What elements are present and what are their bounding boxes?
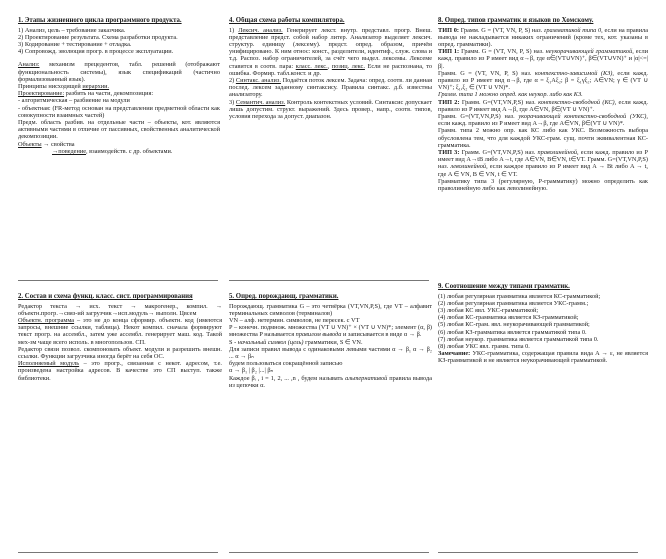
s8-t0-i: грамматикой типа 0 [543,26,602,34]
section-1-title: 1. Этапы жизненного цикла программного продукта. [18,17,182,24]
s4-p2-text: Подаётся поток лексем. Задача: опред. соотв. ли данная послед. лексем заданному синтаксису. Правила синтакс. д.б. известны анализатору. [229,77,432,99]
s8-t3 [438,149,648,178]
s9-item-8: (8) любая УКС явл. грамм. типа 0. [438,343,530,351]
s9-item-4: (4) любая КС-грамматика является КЗ-грамматикой; [438,314,579,322]
s9-item-7: (7) любая неукор. грамматика является грамматикой типа 0. [438,335,599,343]
s1-principles [18,83,220,90]
s1-design-text: разбить на части, декомпозиция: [64,90,154,98]
s1-behavior-text: , взаимодейств. с др. объектами. [86,147,173,155]
s8-t3-ci: леволинейной [450,163,487,171]
s8-t1-c: Грамм. G = (VT, VN, P, S) наз. [438,69,535,77]
s5-p3 [229,324,432,338]
rule-bottom-col3 [438,552,638,553]
rule-bottom-col1 [18,552,218,553]
s1-principles-term: иерархии. [82,83,110,91]
s8-t1-i: неукорачивающей грамматикой [545,48,633,56]
s8-t3-a: Грамм. G=(VT,VN,P,S) наз. [459,149,538,157]
s8-t3-c: , если каждое правило из P имеет вид A → Bt либо A → t, где A ∈ VN, B ∈ VN, t ∈ VT. [438,163,648,178]
section-5 [229,293,432,545]
s1-line-1: 1) Анализ, цель – требование заказчика. [18,26,126,34]
s1-analysis [18,61,220,83]
rule-top-col1 [18,280,218,281]
s5-p3-a: P – конечн. подмнож. множества (VT ∪ VN)⁺ × (VT ∪ VN)*; элемент (α, β) множества P называется [229,324,432,339]
s8-t1-b: , если кажд. правило из P имеет вид α→β, где α∈(VT∪VN)⁺, β∈(VT∪VN)⁺ и |α|<=|β|. [438,48,648,70]
s9-remark [438,350,648,364]
s9-item-5: (5) любая КС-грам. явл. неукорачивающей грамматикой; [438,321,590,329]
rule-bottom-col2 [229,552,429,553]
s8-t3-d: Грамматику типа 3 (регулярную, P-грамматику) можно определить как праволинейную либо как леволинейную. [438,177,648,193]
section-9 [438,283,648,545]
section-5-title: 5. Опред. порождающ. грамматики. [229,293,339,300]
s5-p8-a: Каждое βᵢ , i = 1, 2, ... ,n , будем называть [229,374,346,382]
s9-remark-label: Замечание: [438,350,471,358]
s8-t2-i: контекстно-свободной (КС) [538,98,615,106]
s8-t3-i: праволинейной [537,149,577,157]
s5-p4 [229,339,432,346]
s4-p3-term: Семантич. анализ. [235,98,286,106]
s8-t2-uks [438,113,648,127]
s8-t1-ci: контекстно-зависимой (КЗ) [534,69,613,77]
s8-t2-e: Грамм. типа 2 можно опр. как КС либо как УКС. Возможность выбора обусловлена тем, что для каждой УКС-грам. сущ. почти эквивалентная КС-грамматика. [438,127,648,149]
s4-p1-term: Лексич. анализ. [238,26,283,34]
section-4-title: 4. Общая схема работы компилятора. [229,17,345,24]
s1-objects-text: Предм. область разбив. на отдельные части – объекты, кот. являются активными частями в отличие от пассивных, свойственных аналитической декомпозиции. [18,119,220,141]
s1-objects-arrow: → свойства [41,140,75,148]
s4-p1-cls: класс. лекс. [295,62,328,70]
section-1 [18,17,220,269]
s9-item-6: (6) любая КЗ-грамматика является грамматикой типа 0. [438,328,587,336]
s2-p2-term: Объектн. программа [18,317,75,324]
s8-t1 [438,48,648,70]
s5-p5: Для записи правил вывода с одинаковыми левыми частями α → β₁ α → β₂ ... α → βₙ [229,345,432,361]
s8-t0-label: ТИП 0: [438,26,459,34]
s5-p4-i: начальный символ (цель) [237,338,304,346]
s8-t2-b: , если кажд. правило из P имеет вид A→β, где A∈VN, β∈(VT ∪ VN)⁺. [438,98,648,113]
s8-t2-ci: укорачивающей контекстно-свободной (УКС) [518,113,647,121]
s5-p8 [229,375,432,389]
s8-t2-a: Грамм. G=(VT,VN,P,S) наз. [459,98,539,106]
s8-t2 [438,99,648,113]
section-9-title: 9. Соотношение между типами грамматик. [438,283,570,290]
s9-item-2: (2) любая регулярная грамматика является УКС-грамм.; [438,299,589,307]
s1-object: - объектная: (FR-метод основан на представлении предметной области как совокупности взаимных частей) [18,104,220,119]
s8-t2-d: , если кажд. правило из P имеет вид A→β, где A∈VN, β∈(VT ∪ VN)*. [438,113,648,128]
s1-line-2: 2) Проектирование результата. Схема разработки продукта. [18,33,178,41]
s8-t3-b: , если кажд. правило из P имеет вид A→tB либо A→t, где A∈VN, B∈VN, t∈VT. Грамм. G=(VT,VN,P,S) наз. [438,149,648,171]
s4-p2: 2) Синтакс. анализ. Подаётся поток лексем. Задача: опред. соотв. ли данная послед. лексем заданному синтаксису. Правила синтакс. д.б. известны анализатору. [229,77,432,99]
s2-p3: Редактор связи позвол. скомпоновать объект. модули и разрешить внешн. ссылки. Функции загрузчика иногда берёт на себя ОС. [18,345,222,361]
section-4 [229,17,432,269]
s4-p1-text: Генерирует лекст. внутр. представл. прогр. Внеш. представление предст. собой набор литер. Анализатор выделяет лексич. структур. единицу (лексему). предст. опред. образом, причём унифицировано. К ним относ: конст., разделители, идентиф., служ. слова и т.д. Распоз. набор ограничителей, за счёт чего выдел. лексемы. Лексеме ставится в соотв. пара: [229,26,432,70]
s4-p3: 3) Семантич. анализ. Контроль контекстных условий. Синтаксис допускает лишь допустим. структ. выражений. Здесь провер., напр., соотв. типов, условия перехода за допуст. диапазон. [229,98,432,121]
s8-t1-e: Грамм. типа 1 можно опред. как неукор. либо как КЗ. [438,91,583,99]
s1-objects [18,141,220,148]
s8-t3-label: ТИП 3: [438,149,460,157]
s1-analysis-text: механизм прецедентов, табл. решений (отображают функциональность системы), язык спецификаций (частично формализованный язык). [18,61,220,83]
s4-p1-c: Если не распознана, то ошибка. Формир. табл.конст. и др. [229,62,432,77]
section-8 [438,17,648,272]
s8-t1-label: ТИП 1: [438,48,460,56]
s9-item-3: (3) любая КС явл. УКС-грамматикой; [438,307,539,314]
s4-p1-val: позиц. лекс. [331,62,365,70]
section-2 [18,293,222,545]
s1-behavior [18,148,220,155]
s2-p4 [18,360,222,382]
s5-p7: α → β₁ | β₂ |...| βₙ [229,367,274,375]
s1-algo: - алгоритмическая – разбиение на модули [18,97,130,105]
s2-p4-text: – это прогр., связанная с некот. адресом, т.е. произведена настройка адресов. В качестве это СП выступ. также библиотеки. [18,360,222,382]
s1-analysis-term: Анализ: [18,61,40,69]
s8-t0-b: , если на правила вывода не накладывается никаких ограничений (кроме тех, кот. указаны в опред. грамматики). [438,26,648,48]
s2-p4-term: Исполняемый модуль [18,360,80,368]
s5-p3-i: правилом вывода [295,331,342,339]
s5-p6: будем пользоваться сокращённой записью [229,360,343,368]
s2-p2 [18,317,222,346]
s5-p2: VN – алф. нетермин. символов, не пересек. с VT [229,317,360,324]
s4-p1: 1) Лексич. анализ. Генерирует лекст. внутр. представл. прогр. Внеш. представление предст. собой набор литер. Анализатор выделяет лексич. структур. единицу (лексему). предст. опред. образом, причём унифицировано. К ним относ: конст., разделители, идентиф., служ. слова и т.д. Распоз. набор ограничителей, за счёт чего выдел. лексемы. Лексеме ставится в соотв. пара: класс. лекс., позиц. лекс. Если не распознана, то ошибка. Формир. табл.конст. и др. [229,26,432,77]
s9-remark-text: УКС-грамматика, содержащая правила вида A → ε, не является КЗ-грамматикой и не является неукорачивающей грамматикой. [438,350,648,365]
s1-behavior-term: →поведение [52,147,86,155]
s5-p1: Порождающ. грамматика G – это четвёрка (VT,VN,P,S), где VT – алфавит терминальных символов (терминалов) [229,302,432,317]
s5-p8-b: правила вывода из цепочки α. [229,374,432,389]
s1-line-4: 4) Сопровожд. эволюция прогр. в процессе эксплуатации. [18,48,174,56]
s1-principles-text: Принципы нисходящей [18,83,83,91]
s8-t1-a: Грамм. G = (VT, VN, P, S) наз. [459,48,546,56]
s1-design-term: Проектирование: [18,90,65,98]
s1-line-3: 3) Кодирование + тестирование + отладка. [18,41,132,48]
s4-p2-term: Синтакс. анализ. [235,77,281,85]
s5-p4-b: грамматики, S ∈ VN. [303,338,363,346]
s8-t1-cs [438,70,648,92]
s8-t2-label: ТИП 2: [438,98,460,106]
s1-objects-term: Объекты [18,140,42,148]
s8-t0-a: Грамм. G = (VT, VN, P, S) наз. [459,26,544,34]
s8-t1-d: , если кажд. правило из P имеет вид α→β, где α = ξ₁Aξ₂; β = ξ₁γξ₂; A∈VN; γ ∈ (VT ∪ VN)⁺; ξ₁,ξ₂ ∈ (VT ∪ VN)*. [438,69,648,92]
s8-t2-c: Грамм. G=(VT,VN,P,S) наз. [438,113,519,121]
s9-item-1: (1) любая регулярная грамматика является КС-грамматикой; [438,292,601,300]
s5-p4-a: S - [229,338,238,346]
s2-p1: Редактор текста → исх. текст → макрогенер., компил. → объектн.прогр.→связ-ий загрузчик→исп.модуль→ выполн. Цвсем [18,302,222,317]
s4-p1-b: , [327,62,332,70]
s2-p2-text: – это не до конца сформир. объектн. код (имеются запросы, внешние ссылки, таблица). Некот компил. сначала формируют текст прогр. на ассембл., затем уже ассембл. генерирует маш. код. Такой мех-зм чаще всего исполь. в многопользов. СП. [18,317,222,346]
s5-p3-b: и записывается в виде α → β. [341,331,422,339]
s1-design [18,90,220,97]
s8-t0 [438,27,648,49]
section-2-title: 2. Состав и схема функц. класс. сист. программирования [18,293,193,300]
s4-p3-text: Контроль контекстных условий. Синтаксис допускает лишь допустим. структ. выражений. Здесь провер., напр., соотв. типов, условия перехода за допуст. диапазон. [229,98,432,121]
rule-top-col2 [229,280,429,281]
section-8-title: 8. Опред. типов грамматик и языков по Хомскому. [438,17,594,24]
s5-p8-i: альтернативой [345,374,388,382]
